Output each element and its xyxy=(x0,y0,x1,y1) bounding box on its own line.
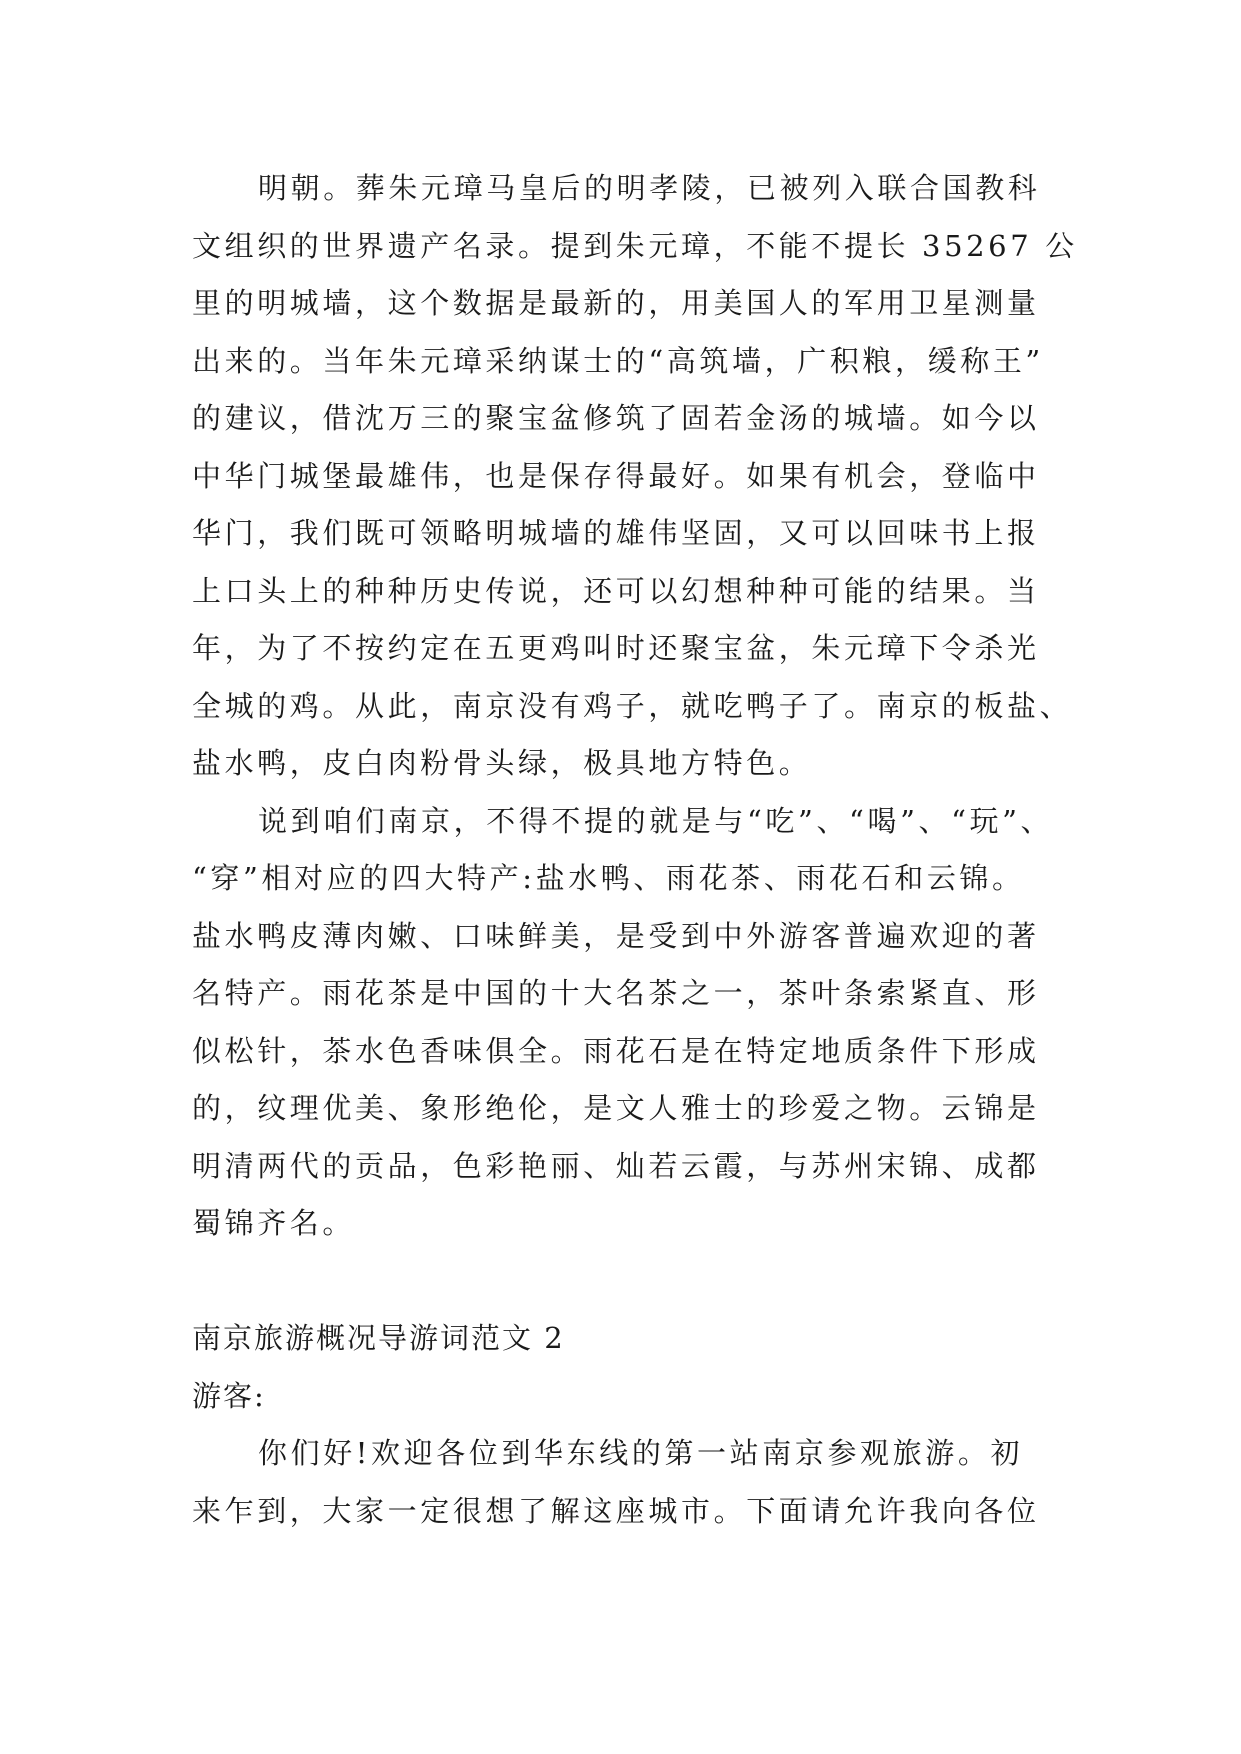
text-line: 年，为了不按约定在五更鸡叫时还聚宝盆，朱元璋下令杀光 xyxy=(192,631,1040,665)
text-line: 文组织的世界遗产名录。提到朱元璋，不能不提长 35267 公 xyxy=(192,228,1078,263)
text-line: “穿”相对应的四大特产:盐水鸭、雨花茶、雨花石和云锦。 xyxy=(192,861,1025,895)
text-line: 上口头上的种种历史传说，还可以幻想种种可能的结果。当 xyxy=(192,573,1040,608)
text-line: 的建议，借沈万三的聚宝盆修筑了固若金汤的城墙。如今以 xyxy=(192,401,1040,435)
text-line: 说到咱们南京，不得不提的就是与“吃”、“喝”、“玩”、 xyxy=(258,803,1054,838)
salutation: 游客: xyxy=(192,1378,266,1413)
text-line: 里的明城墙，这个数据是最新的，用美国人的军用卫星测量 xyxy=(192,286,1040,320)
blank-line xyxy=(192,1253,1052,1311)
text-line: 的，纹理优美、象形绝伦，是文人雅士的珍爱之物。云锦是 xyxy=(192,1091,1040,1125)
section-title: 南京旅游概况导游词范文 2 xyxy=(192,1321,565,1355)
text-line: 盐水鸭，皮白肉粉骨头绿，极具地方特色。 xyxy=(192,746,812,780)
text-line: 你们好!欢迎各位到华东线的第一站南京参观旅游。初 xyxy=(258,1436,1024,1470)
text-line: 出来的。当年朱元璋采纳谋士的“高筑墙，广积粮，缓称王” xyxy=(192,343,1044,378)
paragraph-ming-dynasty xyxy=(192,160,1078,793)
text-line: 名特产。雨花茶是中国的十大名茶之一，茶叶条索紧直、形 xyxy=(192,976,1040,1010)
document-body xyxy=(192,160,1078,1540)
text-line: 来乍到，大家一定很想了解这座城市。下面请允许我向各位 xyxy=(192,1493,1040,1528)
text-line: 明朝。葬朱元璋马皇后的明孝陵，已被列入联合国教科 xyxy=(258,171,1041,205)
text-line: 明清两代的贡品，色彩艳丽、灿若云霞，与苏州宋锦、成都 xyxy=(192,1148,1040,1183)
text-line: 蜀锦齐名。 xyxy=(192,1206,356,1240)
paragraph-specialties xyxy=(192,793,1052,1253)
paragraph-welcome xyxy=(192,1425,1052,1540)
text-line: 似松针，茶水色香味俱全。雨花石是在特定地质条件下形成 xyxy=(192,1033,1040,1068)
text-line: 中华门城堡最雄伟，也是保存得最好。如果有机会，登临中 xyxy=(192,458,1040,493)
text-line: 全城的鸡。从此，南京没有鸡子，就吃鸭子了。南京的板盐、 xyxy=(192,688,1073,723)
text-line: 华门，我们既可领略明城墙的雄伟坚固，又可以回味书上报 xyxy=(192,516,1040,550)
text-line: 盐水鸭皮薄肉嫩、口味鲜美，是受到中外游客普遍欢迎的著 xyxy=(192,918,1040,953)
